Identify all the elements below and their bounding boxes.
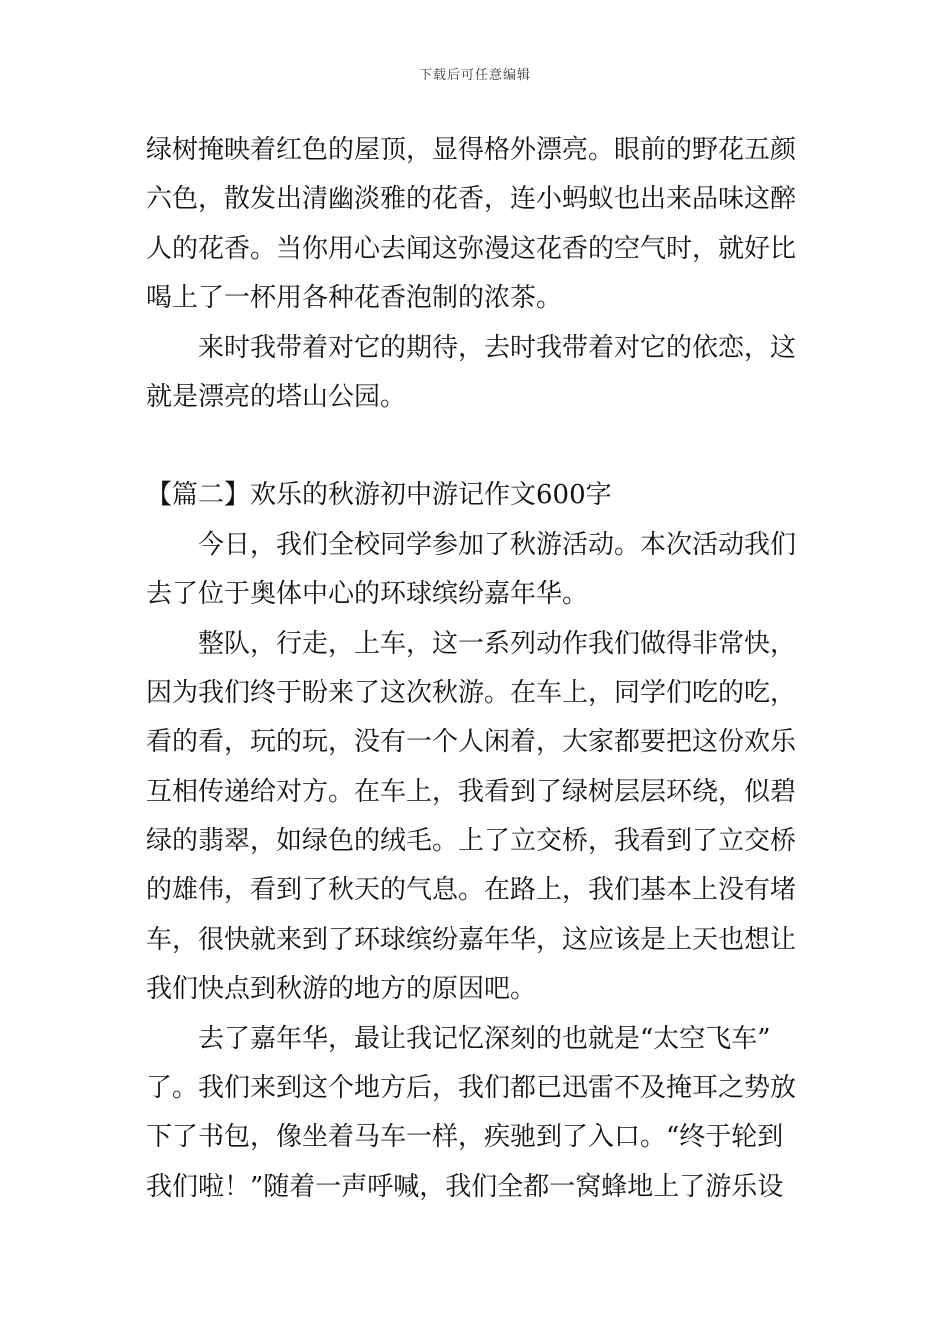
section-title: 【篇二】欢乐的秋游初中游记作文600字 <box>146 480 612 511</box>
text-line: 下了书包，像坐着马车一样，疾驰到了入口。“终于轮到 <box>146 1122 784 1153</box>
text-line: 来时我带着对它的期待，去时我带着对它的依恋，这 <box>198 332 797 363</box>
text-line: 就是漂亮的塔山公园。 <box>146 381 407 412</box>
page-header: 下载后可任意编辑 <box>418 68 531 83</box>
text-line: 人的花香。当你用心去闻这弥漫这花香的空气时，就好比 <box>146 233 797 264</box>
text-line: 六色，散发出清幽淡雅的花香，连小蚂蚁也出来品味这醉 <box>146 184 797 215</box>
text-line: 了。我们来到这个地方后，我们都已迅雷不及掩耳之势放 <box>146 1073 797 1104</box>
text-line: 绿树掩映着红色的屋顶，显得格外漂亮。眼前的野花五颜 <box>146 135 797 165</box>
text-line: 我们快点到秋游的地方的原因吧。 <box>146 974 537 1005</box>
paragraph-2 <box>146 324 810 423</box>
text-line: 去了嘉年华，最让我记忆深刻的也就是“太空飞车” <box>198 1023 771 1054</box>
paragraph-3 <box>146 521 810 620</box>
text-line: 因为我们终于盼来了这次秋游。在车上，同学们吃的吃， <box>146 677 797 708</box>
blank-line <box>146 422 810 471</box>
text-line: 今日，我们全校同学参加了秋游活动。本次活动我们 <box>198 529 797 560</box>
text-line: 看的看，玩的玩，没有一个人闲着，大家都要把这份欢乐 <box>146 727 797 758</box>
text-line: 绿的翡翠，如绿色的绒毛。上了立交桥，我看到了立交桥 <box>146 826 797 857</box>
text-line: 我们啦！”随着一声呼喊，我们全都一窝蜂地上了游乐设 <box>146 1171 784 1202</box>
text-line: 车，很快就来到了环球缤纷嘉年华，这应该是上天也想让 <box>146 924 797 955</box>
paragraph-4 <box>146 620 810 1015</box>
paragraph-1 <box>146 126 810 324</box>
text-line: 喝上了一杯用各种花香泡制的浓茶。 <box>146 283 563 314</box>
text-line: 整队，行走，上车，这一系列动作我们做得非常快， <box>198 628 797 659</box>
paragraph-5 <box>146 1015 810 1213</box>
text-line: 互相传递给对方。在车上，我看到了绿树层层环绕，似碧 <box>146 776 797 807</box>
text-line: 去了位于奥体中心的环球缤纷嘉年华。 <box>146 579 589 610</box>
text-line: 的雄伟，看到了秋天的气息。在路上，我们基本上没有堵 <box>146 875 797 906</box>
document-body <box>146 126 810 1212</box>
